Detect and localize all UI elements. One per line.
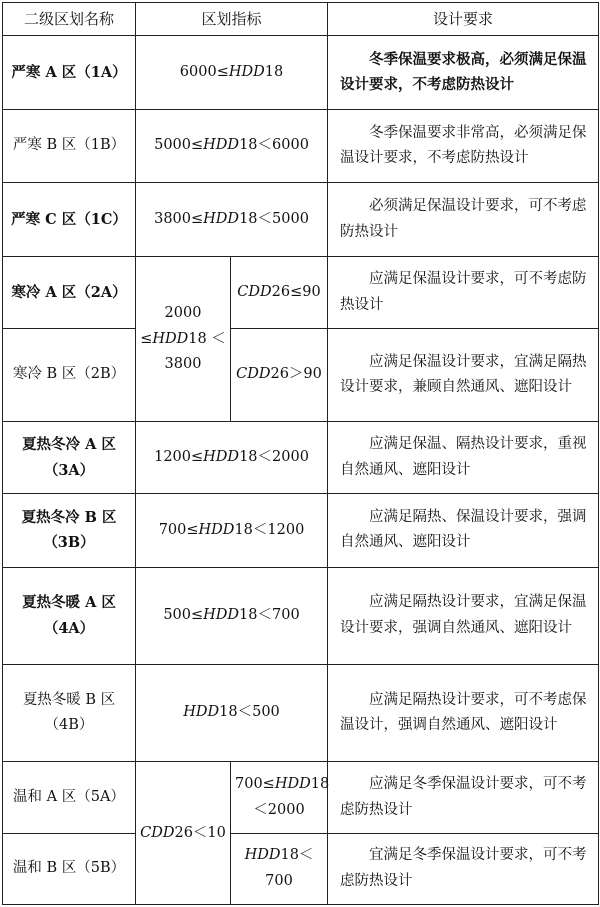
zone-name: 夏热冬暖 A 区（4A） — [3, 567, 136, 664]
table-row — [3, 35, 599, 109]
zone-name: 寒冷 A 区（2A） — [3, 257, 136, 328]
zone-index-sub: HDD18＜700 — [231, 833, 328, 904]
zone-index-sub: CDD26≤90 — [231, 257, 328, 328]
table-row — [3, 109, 599, 182]
table-row — [3, 493, 599, 567]
table-row — [3, 762, 599, 833]
zone-index-sub: 700≤HDD18 ＜2000 — [231, 762, 328, 833]
zone-name: 严寒 C 区（1C） — [3, 183, 136, 257]
zone-index-sub: CDD26＞90 — [231, 328, 328, 422]
design-requirement: 应满足隔热设计要求，宜满足保温设计要求，强调自然通风、遮阳设计 — [328, 567, 599, 664]
zone-index: 1200≤HDD18＜2000 — [136, 422, 328, 493]
zone-name: 夏热冬冷 A 区（3A） — [3, 422, 136, 493]
table-row — [3, 422, 599, 493]
table-row — [3, 183, 599, 257]
zone-index: 700≤HDD18＜1200 — [136, 493, 328, 567]
zone-index: 500≤HDD18＜700 — [136, 567, 328, 664]
zone-name: 严寒 B 区（1B） — [3, 109, 136, 182]
table-row — [3, 664, 599, 762]
zone-index: 3800≤HDD18＜5000 — [136, 183, 328, 257]
zone-index: HDD18＜500 — [136, 664, 328, 762]
table-row — [3, 833, 599, 904]
header-zone-name: 二级区划名称 — [3, 3, 136, 36]
design-requirement: 应满足隔热、保温设计要求，强调自然通风、遮阳设计 — [328, 493, 599, 567]
header-zone-index: 区划指标 — [136, 3, 328, 36]
zone-index-main: CDD26＜10 — [136, 762, 231, 905]
header-row — [3, 3, 599, 36]
zone-name: 夏热冬冷 B 区（3B） — [3, 493, 136, 567]
table-row — [3, 567, 599, 664]
zone-name: 温和 A 区（5A） — [3, 762, 136, 833]
table-row — [3, 257, 599, 328]
design-requirement: 应满足保温、隔热设计要求，重视自然通风、遮阳设计 — [328, 422, 599, 493]
zone-name: 寒冷 B 区（2B） — [3, 328, 136, 422]
design-requirement: 冬季保温要求非常高，必须满足保温设计要求，不考虑防热设计 — [328, 109, 599, 182]
design-requirement: 应满足保温设计要求，宜满足隔热设计要求，兼顾自然通风、遮阳设计 — [328, 328, 599, 422]
zone-index-main: 2000 ≤HDD18 ＜3800 — [136, 257, 231, 422]
design-requirement: 应满足冬季保温设计要求，可不考虑防热设计 — [328, 762, 599, 833]
header-design-requirement: 设计要求 — [328, 3, 599, 36]
design-requirement: 冬季保温要求极高，必须满足保温设计要求，不考虑防热设计 — [328, 35, 599, 109]
zone-index: 5000≤HDD18＜6000 — [136, 109, 328, 182]
design-requirement: 宜满足冬季保温设计要求，可不考虑防热设计 — [328, 833, 599, 904]
climate-zone-table — [2, 2, 599, 905]
zone-name: 夏热冬暖 B 区（4B） — [3, 664, 136, 762]
design-requirement: 应满足隔热设计要求，可不考虑保温设计，强调自然通风、遮阳设计 — [328, 664, 599, 762]
zone-name: 严寒 A 区（1A） — [3, 35, 136, 109]
zone-name: 温和 B 区（5B） — [3, 833, 136, 904]
table-row — [3, 328, 599, 422]
design-requirement: 应满足保温设计要求，可不考虑防热设计 — [328, 257, 599, 328]
design-requirement: 必须满足保温设计要求，可不考虑防热设计 — [328, 183, 599, 257]
zone-index: 6000≤HDD18 — [136, 35, 328, 109]
